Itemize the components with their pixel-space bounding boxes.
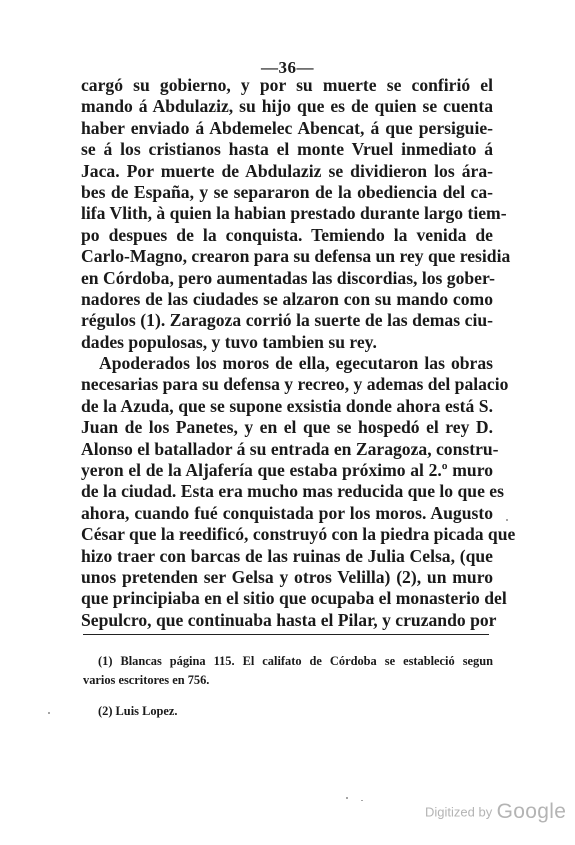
text-line: bes de España, y se separaron de la obediencia del ca- bbox=[81, 181, 493, 202]
footnote-divider bbox=[83, 634, 489, 635]
text-line: unos pretenden ser Gelsa y otros Velilla) (2), un muro bbox=[81, 566, 493, 587]
text-line: régulos (1). Zaragoza corrió la suerte de las demas ciu- bbox=[81, 310, 493, 331]
digitized-watermark bbox=[425, 800, 565, 824]
text-line: haber enviado á Abdemelec Abencat, á que persiguie- bbox=[81, 117, 493, 138]
text-line: se á los cristianos hasta el monte Vruel inmediato á bbox=[81, 139, 493, 160]
text-line: yeron el de la Aljafería que estaba próximo al 2.º muro bbox=[81, 460, 493, 481]
page-number: —36— bbox=[261, 58, 314, 77]
watermark-brand: Google bbox=[496, 800, 567, 823]
text-line: César que la reedificó, construyó con la piedra picada que bbox=[81, 524, 516, 545]
text-line: dades populosas, y tuvo tambien su rey. bbox=[81, 331, 377, 352]
text-line: de la Azuda, que se supone exsistia donde ahora está S. bbox=[81, 395, 493, 416]
text-line: cargó su gobierno, y por su muerte se confirió el bbox=[81, 75, 493, 95]
footnote-1-line-2: varios escritores en 756. bbox=[83, 673, 210, 687]
scan-speck bbox=[346, 797, 348, 799]
footnote-2: (2) Luis Lopez. bbox=[98, 704, 178, 718]
scan-speck bbox=[506, 519, 508, 521]
text-line: ahora, cuando fué conquistada por los moros. Augusto bbox=[81, 502, 493, 523]
text-line: necesarias para su defensa y recreo, y ademas del palacio bbox=[81, 374, 509, 395]
text-line: Jaca. Por muerte de Abdulaziz se dividieron los ára- bbox=[81, 160, 493, 181]
watermark-prefix: Digitized by bbox=[425, 804, 493, 820]
text-line: en Córdoba, pero aumentadas las discordias, los gober- bbox=[81, 267, 495, 288]
text-line: que principiaba en el sitio que ocupaba el monasterio del bbox=[81, 588, 507, 609]
text-line: Alonso el batallador á su entrada en Zaragoza, constru- bbox=[81, 438, 499, 459]
text-line: Sepulcro, que continuaba hasta el Pilar, y cruzando por bbox=[81, 609, 497, 630]
text-line: lifa Vlith, à quien la habian prestado durante largo tiem- bbox=[81, 203, 507, 224]
scan-speck bbox=[48, 712, 50, 714]
text-line: nadores de las ciudades se alzaron con su mando como bbox=[81, 288, 493, 309]
footnote-1-line-1: (1) Blancas página 115. El califato de Córdoba se estableció segun bbox=[98, 654, 493, 668]
text-line: hizo traer con barcas de las ruinas de Julia Celsa, (que bbox=[81, 545, 493, 566]
text-line: po despues de la conquista. Temiendo la venida de bbox=[81, 224, 493, 245]
text-line: Juan de los Panetes, y en el que se hospedó el rey D. bbox=[81, 417, 493, 438]
footnotes bbox=[83, 652, 493, 721]
text-line: Apoderados los moros de ella, egecutaron las obras bbox=[99, 353, 493, 374]
text-line: Carlo-Magno, crearon para su defensa un rey que residia bbox=[81, 246, 511, 267]
scan-speck bbox=[361, 800, 363, 801]
body-text bbox=[81, 75, 516, 631]
text-line: de la ciudad. Esta era mucho mas reducida que lo que es bbox=[81, 481, 504, 502]
text-line: mando á Abdulaziz, su hijo que es de quien se cuenta bbox=[81, 96, 493, 117]
